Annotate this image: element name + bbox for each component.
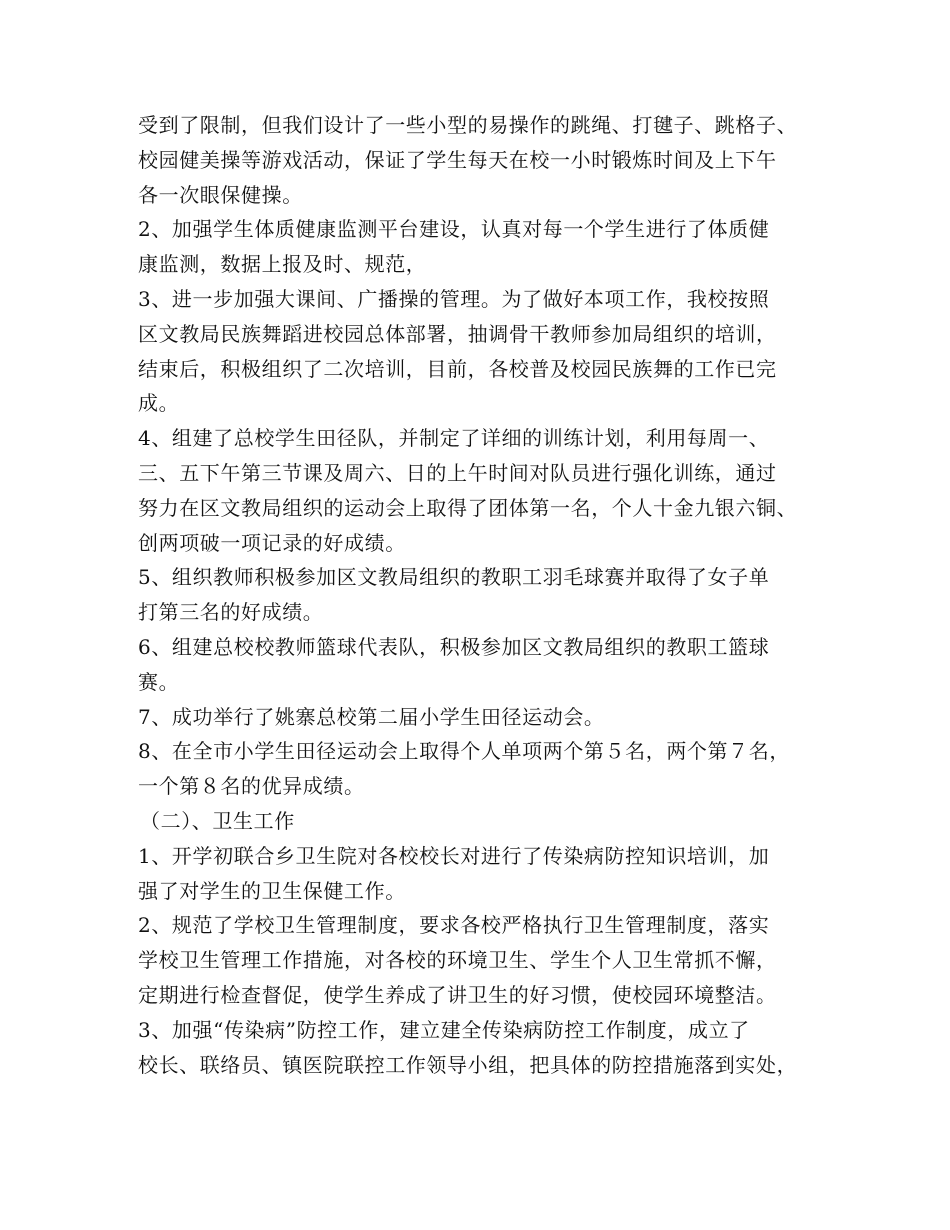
- text-line: 赛。: [138, 669, 180, 694]
- text-line: 3、加强“传染病”防控工作，建立建全传染病防控工作制度，成立了: [138, 1017, 750, 1042]
- text-line: 成。: [138, 391, 180, 416]
- text-line: 康监测，数据上报及时、规范，: [138, 252, 427, 277]
- text-line: 3、进一步加强大课间、广播操的管理。为了做好本项工作，我校按照: [138, 286, 770, 311]
- text-line: 三、五下午第三节课及周六、日的上午时间对队员进行强化训练，通过: [138, 460, 777, 485]
- text-line: 2、加强学生体质健康监测平台建设，认真对每一个学生进行了体质健: [138, 217, 770, 242]
- text-line: 校长、联络员、镇医院联控工作领导小组，把具体的防控措施落到实处，: [138, 1052, 798, 1077]
- text-line: 定期进行检查督促，使学生养成了讲卫生的好习惯，使校园环境整洁。: [138, 982, 777, 1007]
- text-line: 校园健美操等游戏活动，保证了学生每天在校一小时锻炼时间及上下午: [138, 147, 777, 172]
- text-line: 努力在区文教局组织的运动会上取得了团体第一名，个人十金九银六铜、: [138, 495, 798, 520]
- text-line: 4、组建了总校学生田径队，并制定了详细的训练计划，利用每周一、: [138, 426, 770, 451]
- text-line: 学校卫生管理工作措施，对各校的环境卫生、学生个人卫生常抓不懈，: [138, 948, 777, 973]
- text-line: 区文教局民族舞蹈进校园总体部署，抽调骨干教师参加局组织的培训，: [138, 321, 777, 346]
- text-line: 6、组建总校校教师篮球代表队，积极参加区文教局组织的教职工篮球: [138, 634, 770, 659]
- text-line: 强了对学生的卫生保健工作。: [138, 878, 406, 903]
- text-line: 各一次眼保健操。: [138, 182, 303, 207]
- text-line: 受到了限制，但我们设计了一些小型的易操作的跳绳、打毽子、跳格子、: [138, 113, 798, 137]
- text-line: 5、组织教师积极参加区文教局组织的教职工羽毛球赛并取得了女子单: [138, 565, 770, 590]
- text-line: 7、成功举行了姚寨总校第二届小学生田径运动会。: [138, 704, 605, 729]
- text-line: 创两项破一项记录的好成绩。: [138, 530, 406, 555]
- text-line: 打第三名的好成绩。: [138, 600, 324, 625]
- document-body: [138, 108, 840, 1082]
- text-line: 1、开学初联合乡卫生院对各校校长对进行了传染病防控知识培训，加: [138, 843, 770, 868]
- text-line: 结束后，积极组织了二次培训，目前，各校普及校园民族舞的工作已完: [138, 356, 777, 381]
- text-line: 2、规范了学校卫生管理制度，要求各校严格执行卫生管理制度，落实: [138, 913, 770, 938]
- text-line: 一个第８名的优异成绩。: [138, 774, 365, 799]
- section-heading: （二）、卫生工作: [140, 808, 295, 833]
- text-line: 8、在全市小学生田径运动会上取得个人单项两个第５名，两个第７名，: [138, 739, 790, 764]
